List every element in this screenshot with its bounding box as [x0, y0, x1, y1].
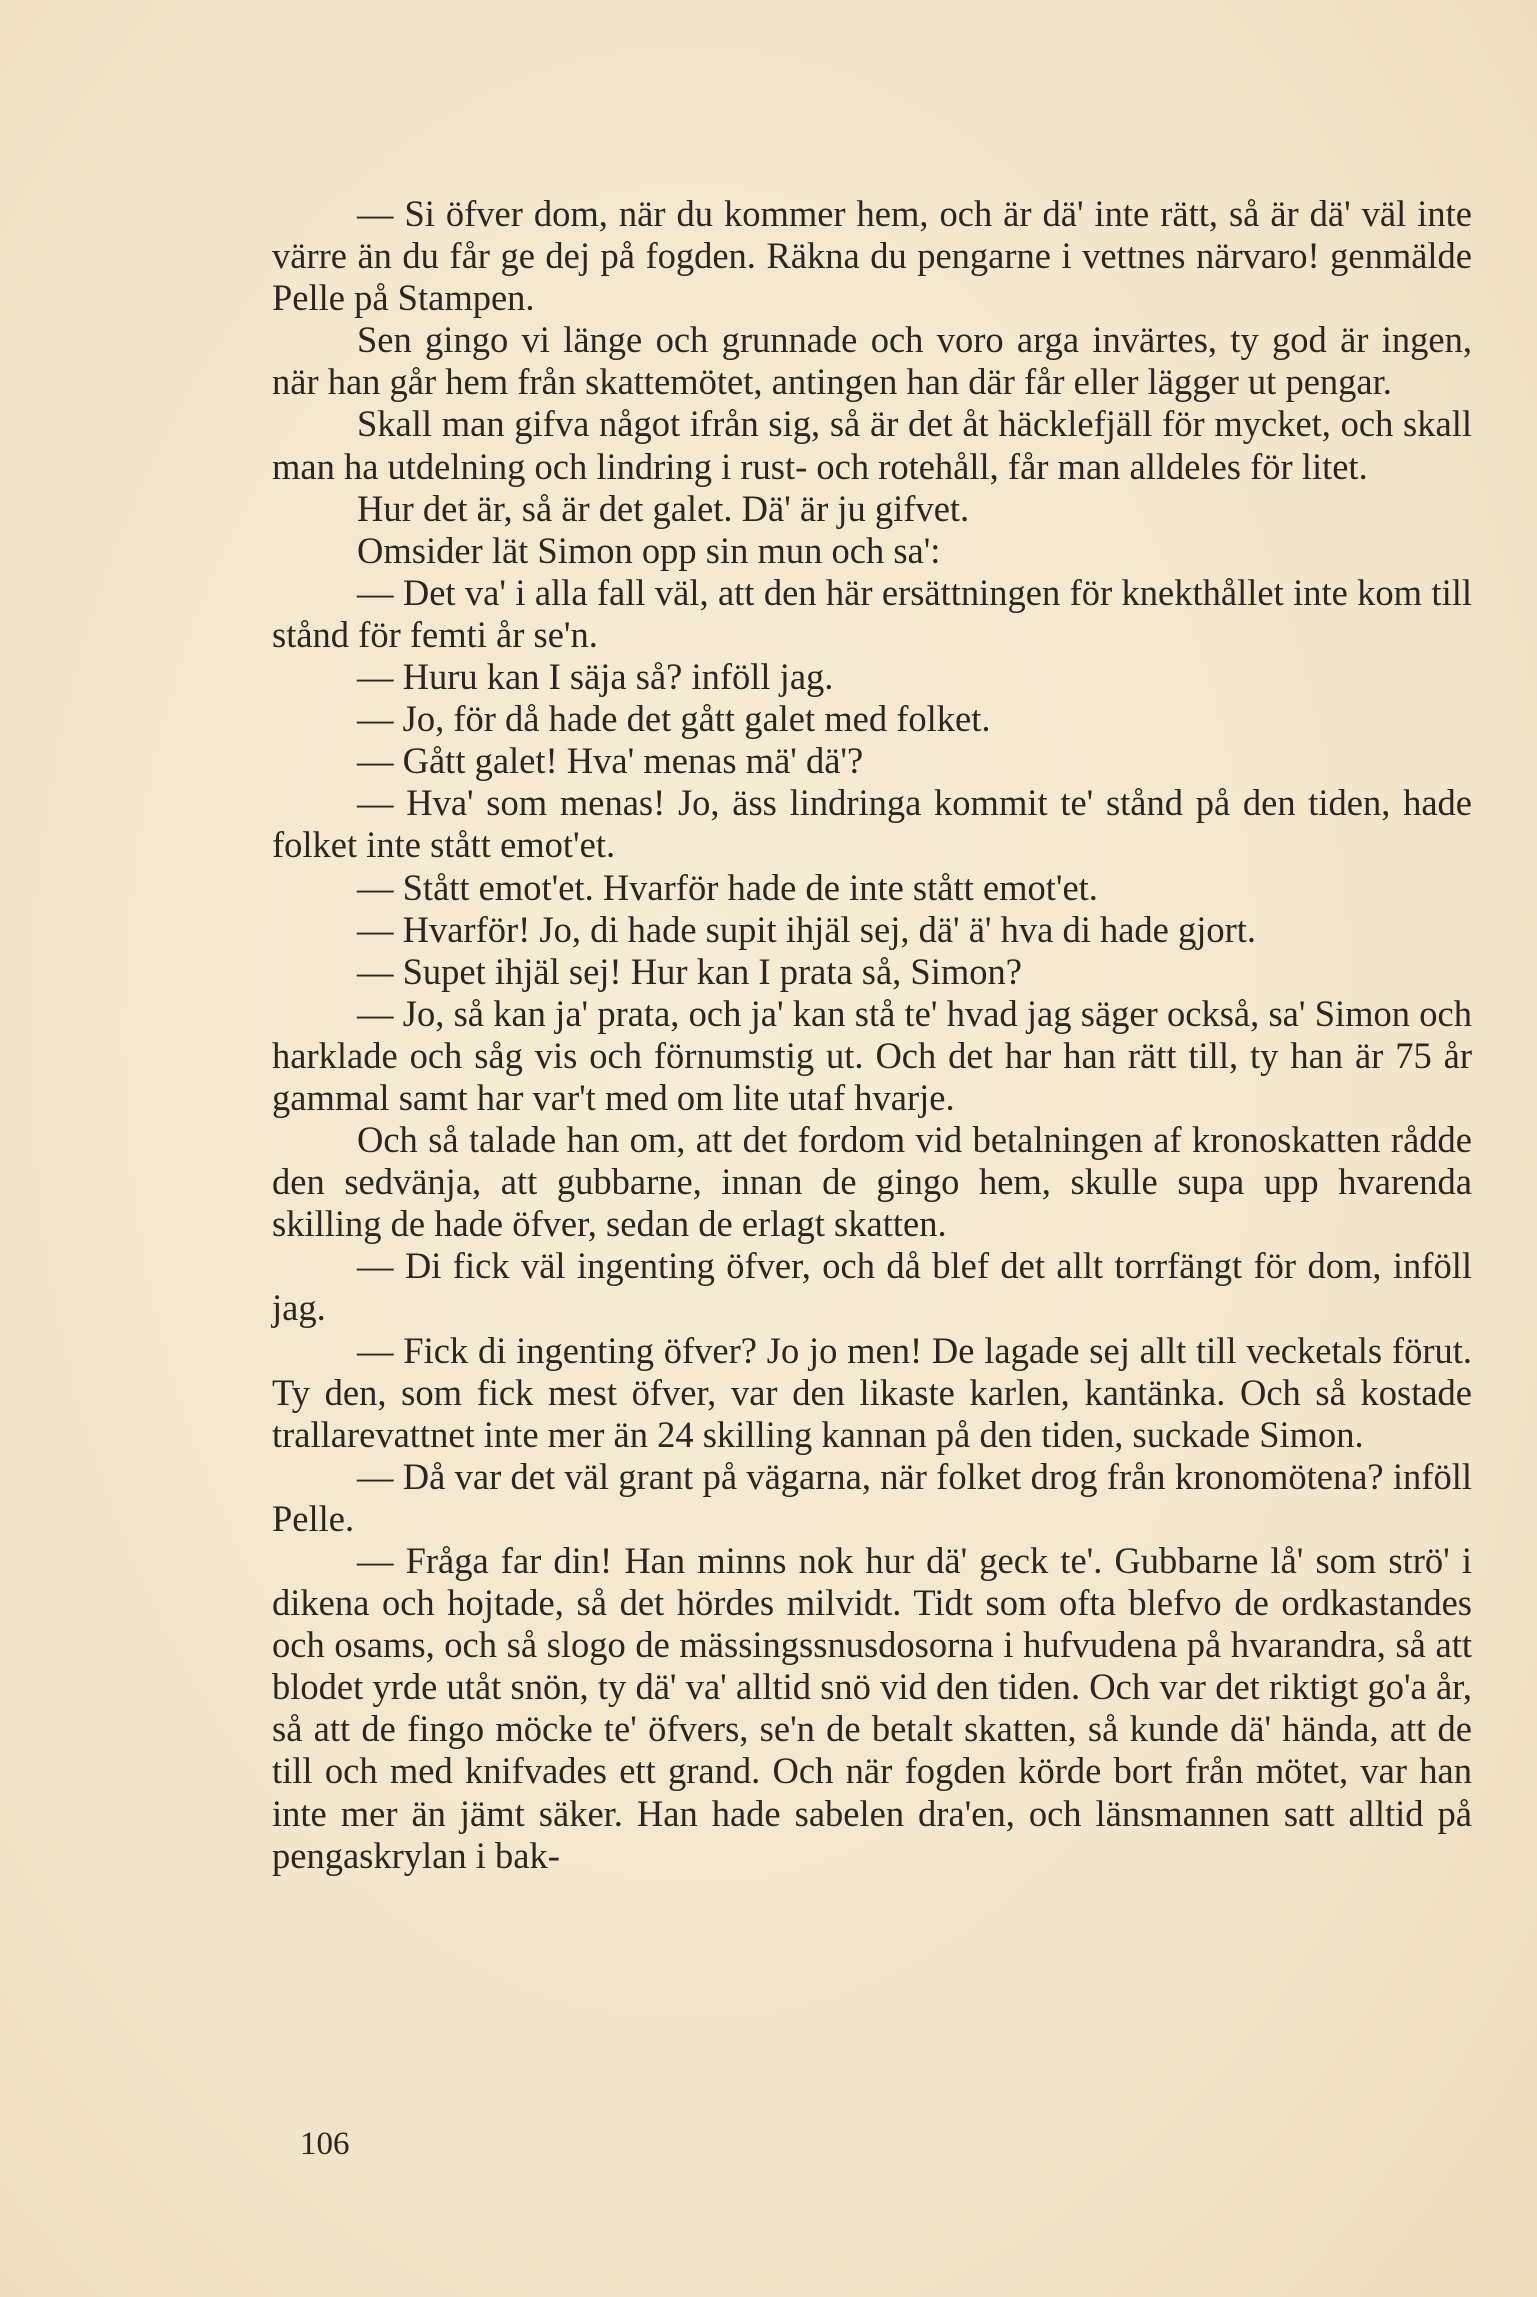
paragraph: — Huru kan I säja så? inföll jag. [357, 656, 834, 698]
paragraph: Hur det är, så är det galet. Dä' är ju gifvet. [357, 487, 970, 529]
paragraph: — Jo, så kan ja' prata, och ja' kan stå te' hvad jag säger också, sa' Simon och harklade och såg vis och förnumstig ut. Och det har han rätt till, ty han är 75 år gammal samt har var't med om lite utaf hvarje. [272, 992, 1472, 1118]
paragraph: — Hvarför! Jo, di hade supit ihjäl sej, dä' ä' hva di hade gjort. [357, 908, 1257, 950]
paragraph: — Gått galet! Hva' menas mä' dä'? [357, 740, 864, 782]
paragraph: — Supet ihjäl sej! Hur kan I prata så, Simon? [357, 950, 1022, 992]
paragraph: — Stått emot'et. Hvarför hade de inte stått emot'et. [357, 866, 1098, 908]
paragraph: — Si öfver dom, när du kommer hem, och är dä' inte rätt, så är dä' väl inte värre än du får ge dej på fogden. Räkna du pengarne i vettnes närvaro! genmälde Pelle på Stampen. [272, 193, 1472, 319]
paragraph: Och så talade han om, att det fordom vid betalningen af kronoskatten rådde den sedvänja, att gubbarne, innan de gingo hem, skulle supa upp hvarenda skilling de hade öfver, sedan de erlagt skatten. [272, 1119, 1472, 1245]
paragraph: — Det va' i alla fall väl, att den här ersättningen för knekthållet inte kom till stånd för femti år se'n. [272, 571, 1472, 655]
paragraph: — Fråga far din! Han minns nok hur dä' geck te'. Gubbarne lå' som strö' i dikena och hojtade, så det hördes milvidt. Tidt som ofta blefvo de ordkastandes och osams, och så slogo de mässingssnusdosorna i hufvudena på hvarandra, så att blodet yrde utåt snön, ty dä' va' alltid snö vid den tiden. Och var det riktigt go'a år, så att de fingo möcke te' öfvers, se'n de betalt skatten, så kunde dä' hända, att de till och med knifvades ett grand. Och när fogden körde bort från mötet, var han inte mer än jämt säker. Han hade sabelen dra'en, och länsmannen satt alltid på pengaskrylan i bak- [272, 1540, 1472, 1876]
paragraph: — Fick di ingenting öfver? Jo jo men! De lagade sej allt till vecketals förut. Ty den, som fick mest öfver, var den likaste karlen, kantänka. Och så kostade trallarevattnet inte mer än 24 skilling kannan på den tiden, suckade Simon. [272, 1329, 1472, 1455]
body-text [272, 193, 1472, 1877]
paragraph: — Hva' som menas! Jo, äss lindringa kommit te' stånd på den tiden, hade folket inte stått emot'et. [272, 782, 1472, 866]
page-number: 106 [300, 2126, 350, 2162]
paragraph: — Jo, för då hade det gått galet med folket. [357, 698, 991, 740]
paragraph: Omsider lät Simon opp sin mun och sa': [357, 529, 941, 571]
paragraph: — Di fick väl ingenting öfver, och då blef det allt torrfängt för dom, inföll jag. [272, 1245, 1472, 1329]
paragraph: Skall man gifva något ifrån sig, så är det åt häcklefjäll för mycket, och skall man ha utdelning och lindring i rust- och rotehåll, får man alldeles för litet. [272, 403, 1472, 487]
paragraph: — Då var det väl grant på vägarna, när folket drog från kronomötena? inföll Pelle. [272, 1455, 1472, 1539]
paragraph: Sen gingo vi länge och grunnade och voro arga invärtes, ty god är ingen, när han går hem från skattemötet, antingen han där får eller lägger ut pengar. [272, 319, 1472, 403]
